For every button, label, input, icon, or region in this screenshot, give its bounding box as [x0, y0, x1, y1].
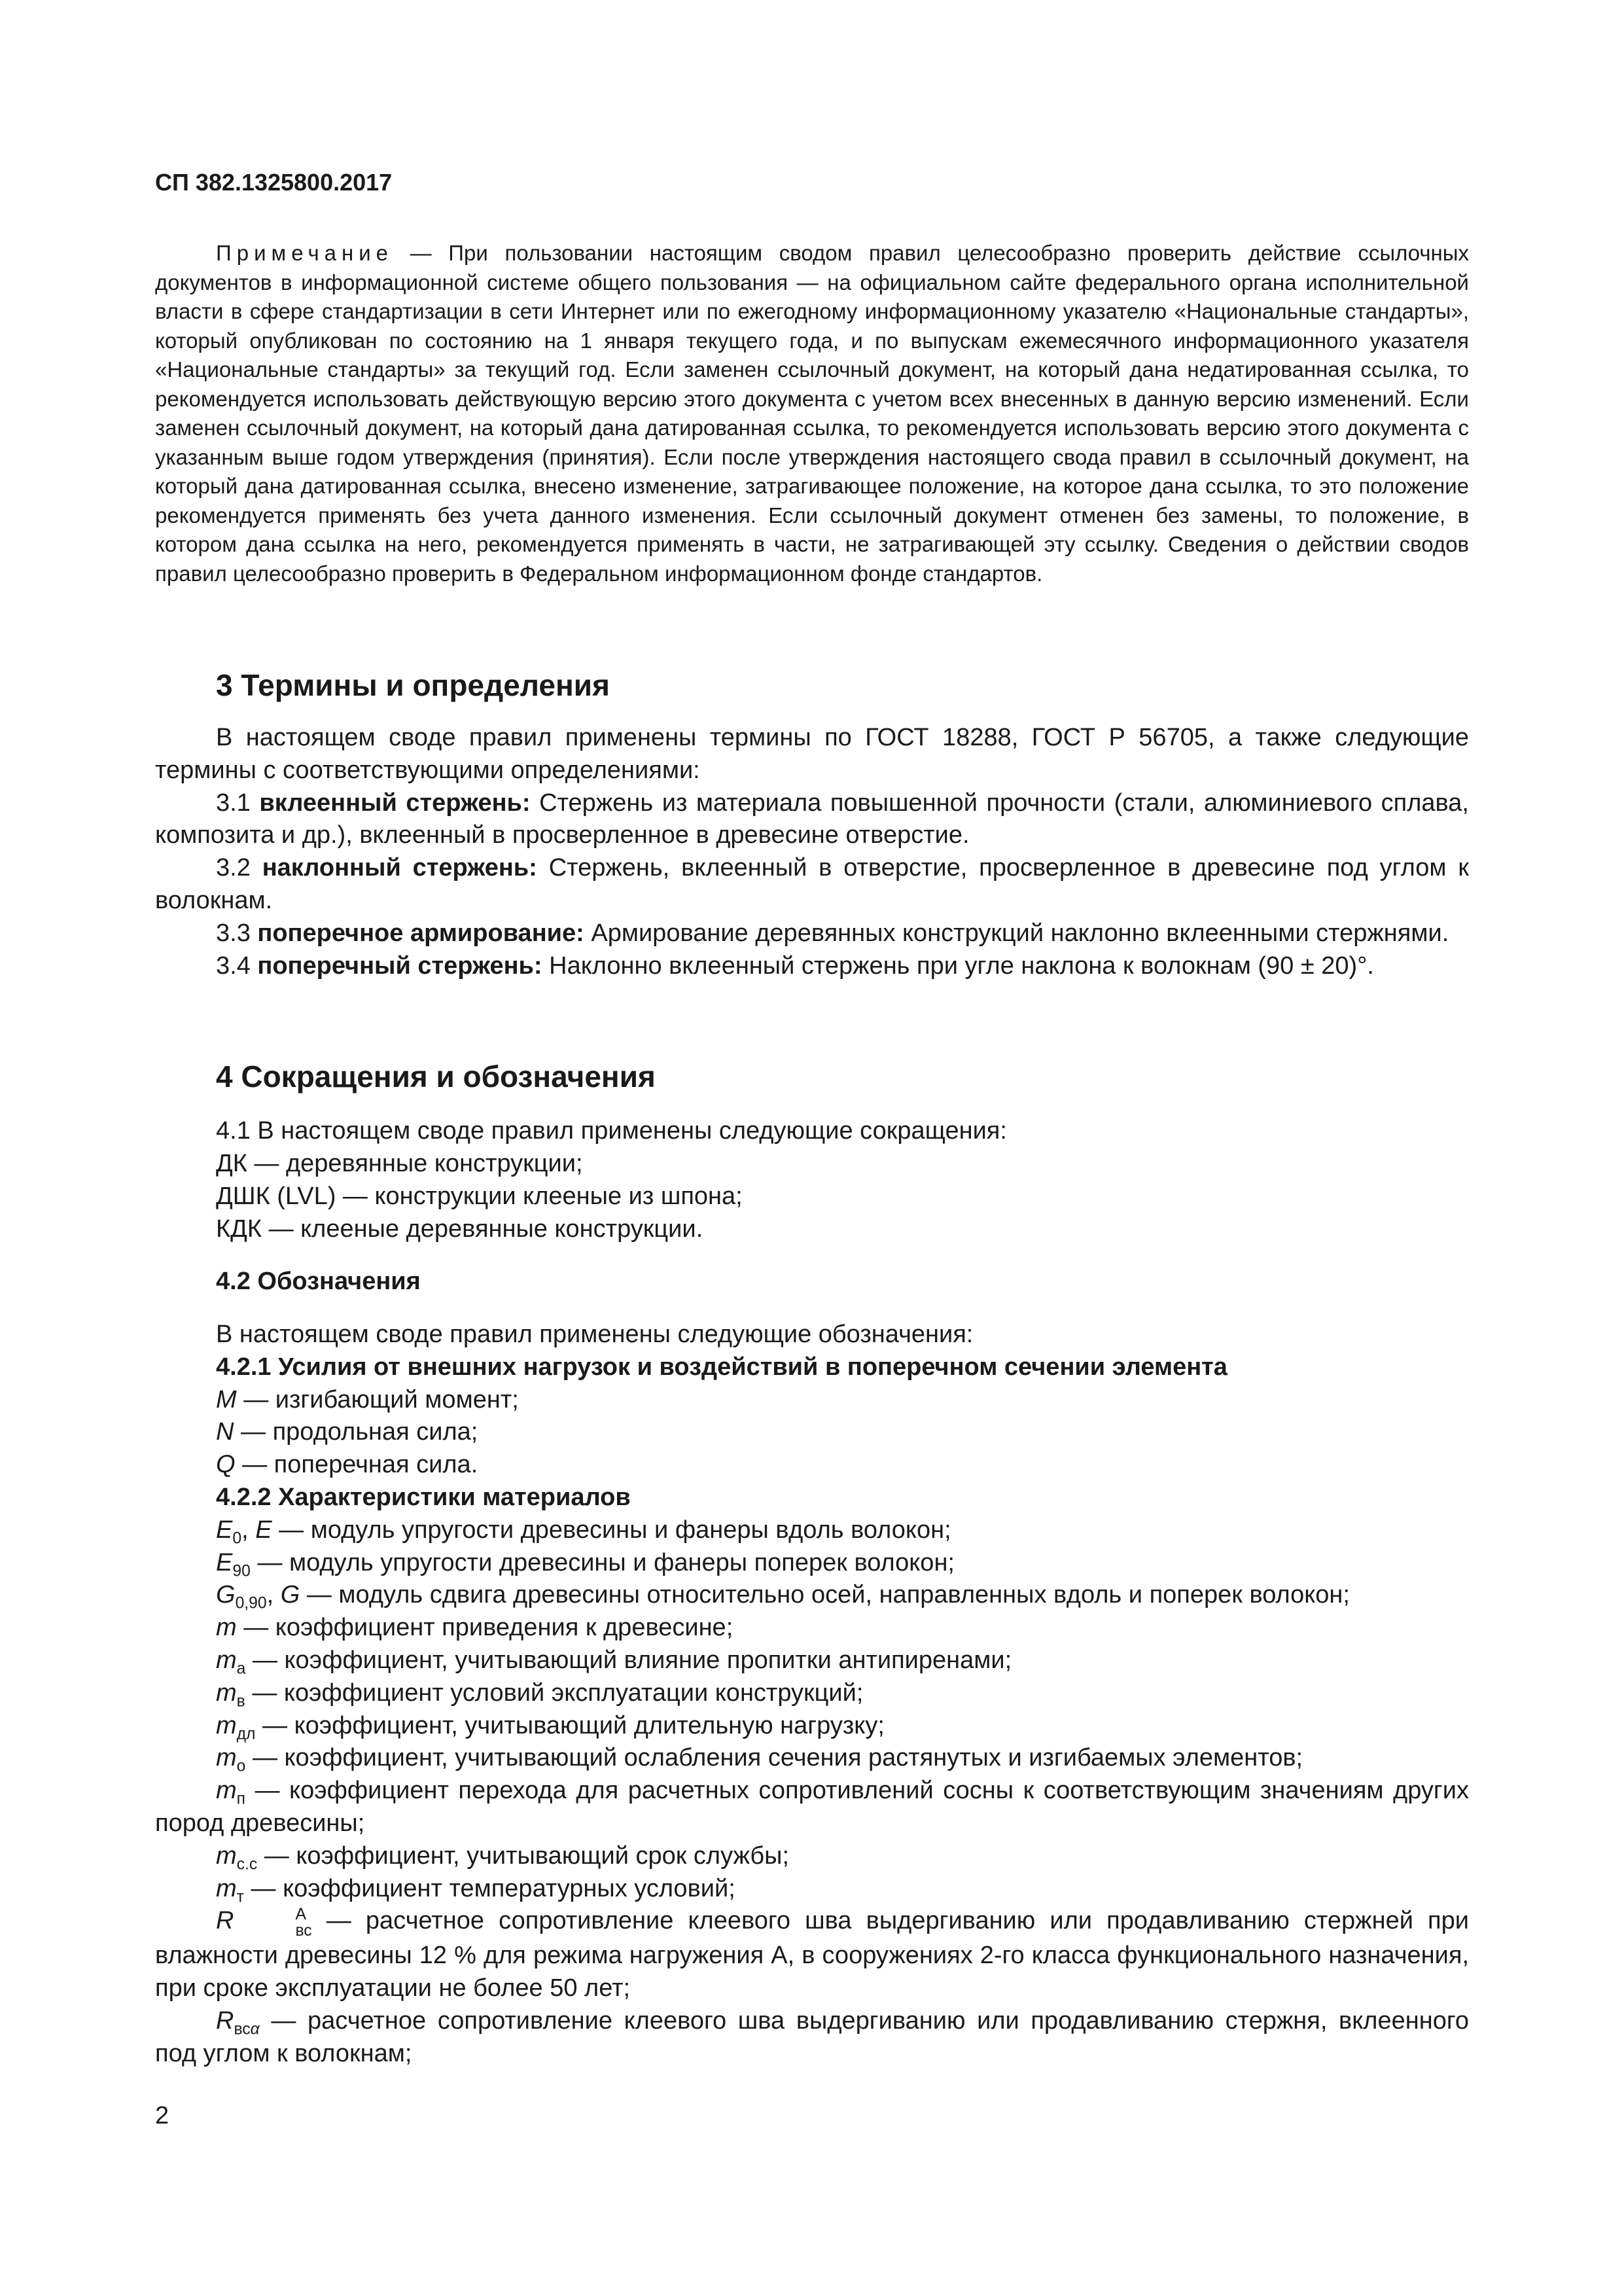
term-number: 3.3 [216, 919, 258, 947]
symbol-item: N — продольная сила; [216, 1418, 478, 1446]
term-3-3 [155, 917, 1469, 950]
group-4-2-2-title: 4.2.2 Характеристики материалов [216, 1483, 631, 1511]
term-number: 3.1 [216, 789, 260, 817]
term-name: поперечный стержень: [257, 952, 542, 980]
symbol-item: $E_0$, E — модуль упругости древесины и фанеры вдоль волокон; [216, 1516, 951, 1548]
super-sub-stack: А вс [295, 1905, 312, 1940]
term-number: 3.2 [216, 854, 262, 882]
symbols-list [155, 1319, 1469, 2071]
abbreviation-item: ДШК (LVL) — конструкции клееные из шпона; [216, 1183, 743, 1210]
note-block [155, 239, 1469, 588]
note-paragraph [155, 239, 1469, 588]
symbol-item: m — коэффициент приведения к древесине; [216, 1614, 733, 1642]
document-code-header: СП 382.1325800.2017 [155, 169, 393, 196]
symbol-item: $m_т$ — коэффициент температурных условий; [216, 1874, 735, 1906]
symbol-item: M — изгибающий момент; [216, 1385, 519, 1414]
section-3-body [155, 722, 1469, 982]
symbol-item: Q — поперечная сила. [216, 1451, 478, 1479]
section-4-title: 4 Сокращения и обозначения [216, 1059, 656, 1094]
section-3-intro: В настоящем своде правил применены термины по ГОСТ 18288, ГОСТ Р 56705, а также следующие термины с соответствующими определениями: [155, 724, 1469, 784]
group-4-2-1-title: 4.2.1 Усилия от внешних нагрузок и воздействий в поперечном сечении элемента [216, 1353, 1227, 1381]
abbreviation-item: ДК — деревянные конструкции; [216, 1150, 583, 1177]
term-number: 3.4 [216, 952, 258, 980]
symbol-item: $m_в$ — коэффициент условий эксплуатации конструкций; [216, 1679, 864, 1711]
abbreviations-list [216, 1114, 1007, 1245]
abbreviations-intro: 4.1 В настоящем своде правил применены следующие сокращения: [216, 1117, 1007, 1145]
symbol-item: $G_{0,90}$, G — модуль сдвига древесины относительно осей, направленных вдоль и поперек волокон; [216, 1581, 1350, 1612]
symbol-item: $m_{с.с}$ — коэффициент, учитывающий срок службы; [216, 1841, 790, 1874]
symbol-item: $m_а$ — коэффициент, учитывающий влияние пропитки антипиренами; [216, 1646, 1012, 1678]
term-definition: Армирование деревянных конструкций наклонно вклеенными стержнями. [584, 919, 1449, 947]
symbol-item: $m_{дл}$ — коэффициент, учитывающий длительную нагрузку; [216, 1711, 885, 1743]
term-3-4 [155, 950, 1469, 983]
term-name: вклеенный стержень: [259, 789, 531, 817]
symbols-intro: В настоящем своде правил применены следующие обозначения: [216, 1321, 974, 1348]
section-3-title: 3 Термины и определения [216, 668, 610, 702]
symbol-item: $m_п$ — коэффициент перехода для расчетных сопротивлений сосны к соответствующим значениям других пород древесины; [155, 1777, 1469, 1837]
term-definition: Наклонно вклеенный стержень при угле наклона к волокнам (90 ± 20)°. [542, 952, 1374, 980]
subsection-4-2-title: 4.2 Обозначения [216, 1268, 421, 1295]
term-3-1 [155, 787, 1469, 853]
note-text: — При пользовании настоящим сводом правил целесообразно проверить действие ссылочных документов в информационной системе общего пользования — на официальном сайте федерального органа исполнительной власти в сфере стандартизации в сети Интернет или по ежегодному информационному указателю «Национальные стандарты», который опубликован по состоянию на 1 января текущего года, и по выпускам ежемесячного информационного указателя «Национальные стандарты» за текущий год. Если заменен ссылочный документ, на который дана недатированная ссылка, то рекомендуется использовать действующую версию этого документа с учетом всех внесенных в данную версию изменений. Если заменен ссылочный документ, на который дана датированная ссылка, то рекомендуется использовать версию этого документа с указанным выше годом утверждения (принятия). Если после утверждения настоящего свода правил в ссылочный документ, на который дана датированная ссылка, внесено изменение, затрагивающее положение, на которое дана ссылка, то это положение рекомендуется применять без учета данного изменения. Если ссылочный документ отменен без замены, то положение, в котором дана ссылка на него, рекомендуется применять в части, не затрагивающей эту ссылку. Сведения о действии сводов правил целесообразно проверить в Федеральном информационном фонде стандартов. [155, 241, 1469, 586]
term-definition: Стержень, вклеенный в отверстие, просверленное в древесине под углом к волокнам. [155, 854, 1469, 914]
symbol-item: $m_о$ — коэффициент, учитывающий ослабления сечения растянутых и изгибаемых элементов; [216, 1744, 1303, 1775]
symbol-item: $R_{вс\alpha}$ — расчетное сопротивление клеевого шва выдергиванию или продавливанию стержня, вклеенного под углом к волокнам; [155, 2006, 1469, 2067]
note-label: Примечание [216, 241, 394, 265]
symbol-item: $E_{90}$ — модуль упругости древесины и фанеры поперек волокон; [216, 1548, 955, 1580]
page-number: 2 [155, 2102, 169, 2129]
term-definition: Стержень из материала повышенной прочности (стали, алюминиевого сплава, композита и др.), вклеенный в просверленное в древесине отверстие. [155, 789, 1469, 849]
abbreviation-item: КДК — клееные деревянные конструкции. [216, 1215, 703, 1243]
term-name: наклонный стержень: [262, 854, 537, 882]
symbol-item: R А вс — расчетное сопротивление клеевого шва выдергиванию или продавливанию стержней при влажности древесины 12 % для режима нагружения А, в сооружениях 2-го класса функционального назначения, при сроке эксплуатации не более 50 лет; [155, 1905, 1469, 2002]
term-3-2 [155, 852, 1469, 917]
term-name: поперечное армирование: [257, 919, 584, 947]
